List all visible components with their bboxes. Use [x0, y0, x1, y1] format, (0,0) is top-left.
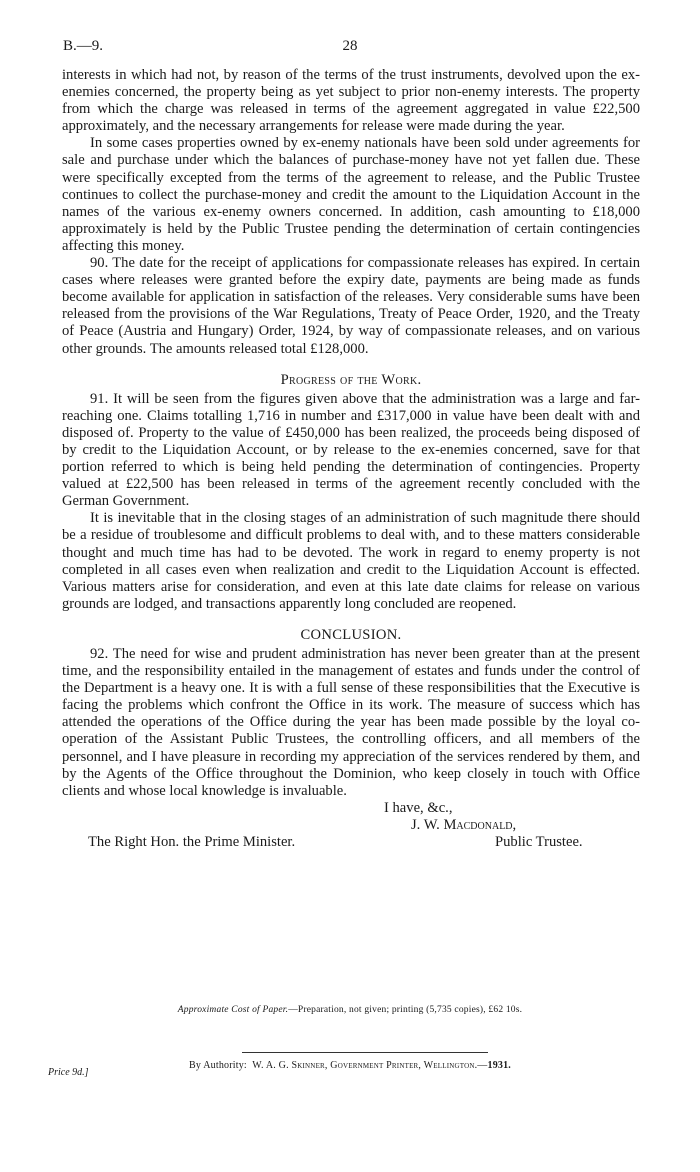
authority-prefix: By Authority: [189, 1060, 247, 1071]
addressee: The Right Hon. the Prime Minister. [88, 833, 296, 850]
paragraph: In some cases properties owned by ex-enemy nationals have been sold under agreements for sale and purchase under which the balances of purchase-money have not yet fallen due. These were specifically excepted from the terms of the agreement to release, and the Public Trustee continues to collect the purchase-money and credit the amount to the Liquidation Account in the names of the various ex-enemy owners concerned. In addition, cash amounting to £18,000 approximately is held by the Public Trustee pending the determination of certain contingencies affecting this money. [62, 135, 640, 254]
cost-label: Approximate Cost of Paper. [177, 1005, 289, 1015]
paragraph: 92. The need for wise and prudent administration has never been greater than at the present time, and the responsibility entailed in the management of estates and funds under the control of the Department is a heavy one. It is with a full sense of these responsibilities that the Executive is facing the problems which confront the Office in its work. The measure of success which has attended the operations of the Office during the year has been made possible by the loyal co-operation of the Assistant Public Trustees, the controlling officers, and all members of the personnel, and I have pleasure in recording my appreciation of the services rendered by them, and by the Agents of the Office throughout the Dominion, who keep closely in touch with Office clients and whose local knowledge is invaluable. [62, 646, 640, 799]
signer-name: J. W. Macdonald, [411, 816, 517, 833]
printer-authority [0, 1060, 700, 1071]
price-note: Price 9d.] [48, 1067, 89, 1078]
authority-printer: W. A. G. Skinner, Government Printer, Wellington.— [252, 1060, 488, 1071]
signature-block [62, 800, 640, 868]
page-number: 28 [342, 38, 358, 54]
cost-of-paper-note [0, 1005, 700, 1015]
document-body [62, 67, 640, 868]
report-reference: B.—9. [63, 38, 104, 54]
footer-divider [242, 1052, 488, 1053]
paragraph: interests in which had not, by reason of the terms of the trust instruments, devolved upon the ex-enemies concerned, the property being as yet subject to prior non-enemy interests. The property from which the charge was released in terms of the agreement aggregated in value £22,500 approximately, and the necessary arrangements for release were made during the year. [62, 67, 640, 135]
section-heading-conclusion: CONCLUSION. [300, 626, 402, 643]
section-heading-progress: Progress of the Work. [280, 371, 422, 388]
signer-title: Public Trustee. [495, 833, 583, 850]
cost-text: —Preparation, not given; printing (5,735 copies), £62 10s. [288, 1005, 523, 1015]
closing-salutation: I have, &c., [384, 799, 453, 816]
paragraph: It is inevitable that in the closing stages of an administration of such magnitude there should be a residue of troublesome and difficult problems to deal with, and to these matters considerable thought and much time has had to be devoted. The work in regard to enemy property is not completed in all cases even when realization and credit to the Liquidation Account is effected. Various matters arise for consideration, and even at this late date claims for release on various grounds are lodged, and transactions apparently long concluded are reopened. [62, 510, 640, 612]
paragraph: 91. It will be seen from the figures given above that the administration was a large and far-reaching one. Claims totalling 1,716 in number and £317,000 in value have been dealt with and disposed of. Property to the value of £450,000 has been realized, the proceeds being disposed of by credit to the Liquidation Account, or by release to the ex-enemies concerned, save for that portion referred to which is being held pending the determination of contingencies. Property valued at £22,500 has been released in terms of the agreement recently concluded with the German Government. [62, 390, 640, 510]
authority-year: 1931. [487, 1060, 511, 1071]
paragraph: 90. The date for the receipt of applications for compassionate releases has expired. In certain cases where releases were granted before the expiry date, payments are being made as funds become available for application in satisfaction of the releases. Very considerable sums have been released from the provisions of the War Regulations, Treaty of Peace Order, 1920, and the Treaty of Peace (Austria and Hungary) Order, 1924, by way of compassionate releases, and on various other grounds. The amounts released total £128,000. [62, 255, 640, 357]
